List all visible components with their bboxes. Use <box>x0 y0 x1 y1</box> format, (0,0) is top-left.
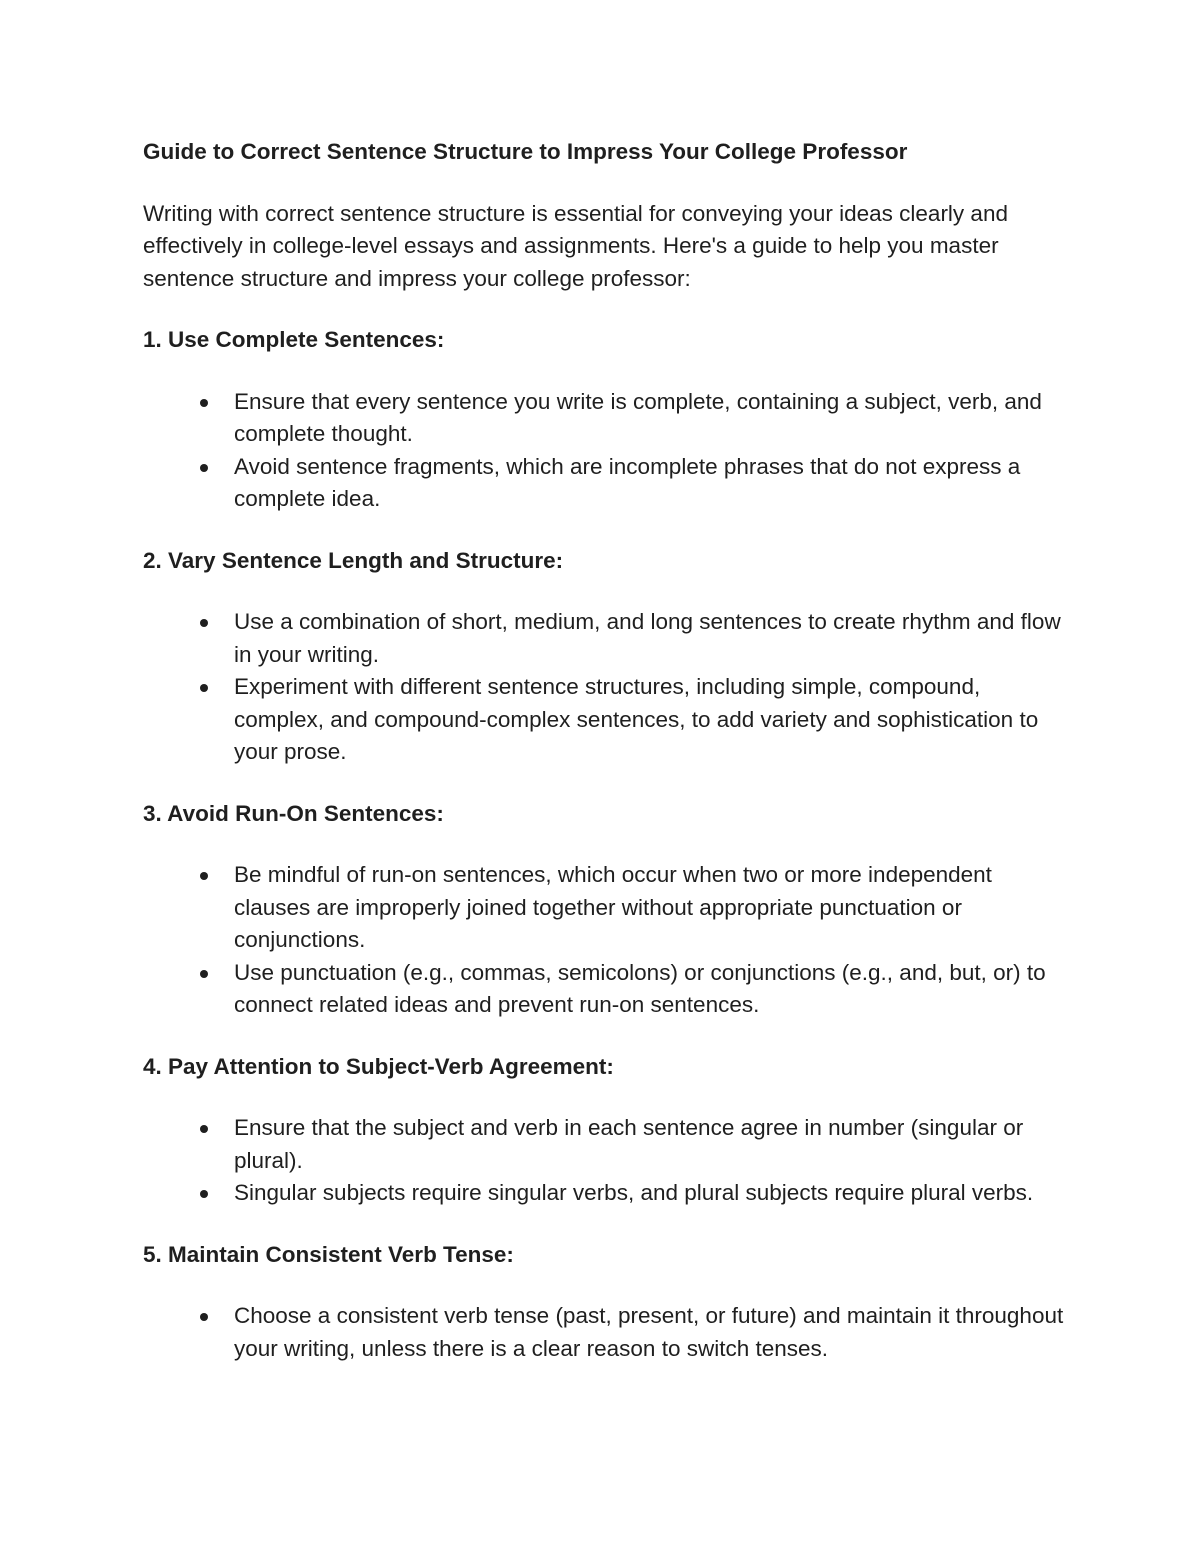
list-item <box>234 1300 1068 1365</box>
section-heading-complete-sentences: 1. Use Complete Sentences: <box>143 327 445 352</box>
list-item-text: Avoid sentence fragments, which are incomplete phrases that do not express a complete idea. <box>234 453 1021 511</box>
list-item <box>234 671 1068 769</box>
bullet-icon <box>200 1313 208 1321</box>
list-item-text: Singular subjects require singular verbs, and plural subjects require plural verbs. <box>234 1180 1034 1205</box>
list-item-text: Use a combination of short, medium, and long sentences to create rhythm and flow in your writing. <box>234 609 1061 667</box>
bullet-icon <box>200 684 208 692</box>
list-item-text: Choose a consistent verb tense (past, present, or future) and maintain it throughout your writing, unless there is a clear reason to switch tenses. <box>234 1303 1064 1361</box>
bullet-list <box>143 606 1068 769</box>
bullet-icon <box>200 1190 208 1198</box>
section-heading-vary-length: 2. Vary Sentence Length and Structure: <box>143 547 564 573</box>
bullet-list <box>143 1300 1068 1365</box>
document-title: Guide to Correct Sentence Structure to Impress Your College Professor <box>143 139 908 164</box>
list-item <box>234 451 1068 516</box>
list-item <box>234 957 1068 1022</box>
bullet-icon <box>200 1125 208 1133</box>
intro-paragraph: Writing with correct sentence structure is essential for conveying your ideas clearly and effectively in college-level essays and assignments. Here's a guide to help you master sentence structure and impress your college professor: <box>143 200 1008 291</box>
bullet-list <box>143 859 1068 1022</box>
list-item-text: Ensure that every sentence you write is complete, containing a subject, verb, and complete thought. <box>234 388 1042 446</box>
list-item <box>234 386 1068 451</box>
bullet-list <box>143 386 1068 516</box>
bullet-list <box>143 1112 1068 1210</box>
list-item <box>234 1112 1068 1177</box>
section-heading-run-on: 3. Avoid Run-On Sentences: <box>143 800 444 826</box>
bullet-icon <box>200 970 208 978</box>
section-heading-subject-verb: 4. Pay Attention to Subject-Verb Agreement: <box>143 1053 614 1079</box>
bullet-icon <box>200 464 208 472</box>
bullet-icon <box>200 619 208 627</box>
list-item-text: Be mindful of run-on sentences, which occur when two or more independent clauses are improperly joined together without appropriate punctuation or conjunctions. <box>234 862 992 952</box>
list-item <box>234 1177 1068 1210</box>
section-heading-verb-tense: 5. Maintain Consistent Verb Tense: <box>143 1241 514 1267</box>
list-item-text: Ensure that the subject and verb in each sentence agree in number (singular or plural). <box>234 1115 1024 1173</box>
document-body <box>143 136 1068 1394</box>
list-item <box>234 606 1068 671</box>
list-item-text: Experiment with different sentence structures, including simple, compound, complex, and compound-complex sentences, to add variety and sophistication to your prose. <box>234 674 1039 764</box>
bullet-icon <box>200 872 208 880</box>
list-item <box>234 859 1068 957</box>
bullet-icon <box>200 399 208 407</box>
list-item-text: Use punctuation (e.g., commas, semicolons) or conjunctions (e.g., and, but, or) to connect related ideas and prevent run-on sentences. <box>234 959 1046 1017</box>
